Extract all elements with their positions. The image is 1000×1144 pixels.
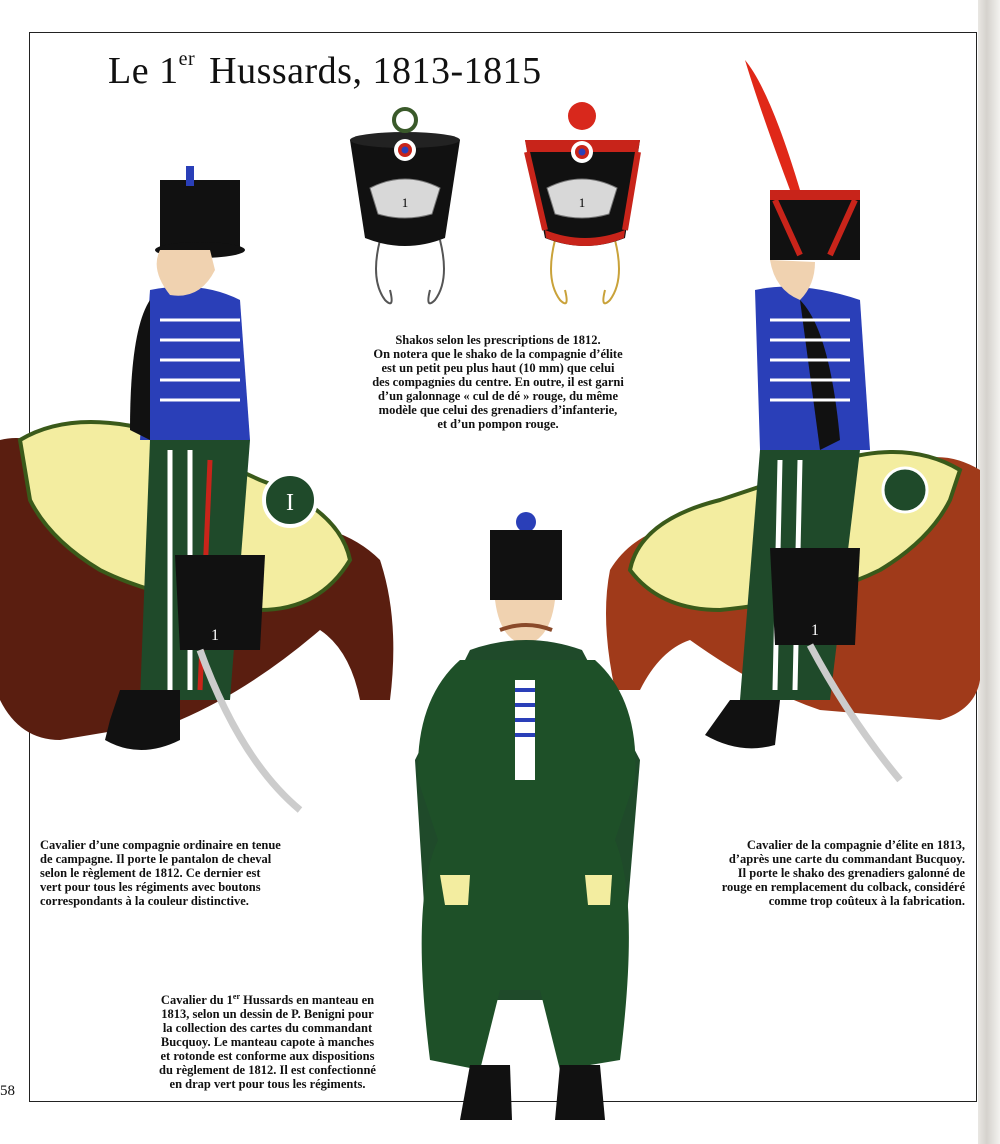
shako-elite-company: [525, 102, 640, 303]
caption-shakos: Shakos selon les prescriptions de 1812. On notera que le shako de la compagnie d’élite est un petit peu plus haut (10 mm) que celui des compagnies du centre. En outre, il est garni d’un galonnage « cul de dé » rouge, du même modèle que celui des grenadiers d’infanterie, et d’un pompon rouge.: [372, 333, 624, 431]
page-title: Le 1er Hussards, 1813-1815: [108, 48, 542, 92]
left-hussar-rider: [0, 166, 393, 810]
portmanteau-number: I: [286, 490, 294, 516]
caption-coat: Cavalier du 1er Hussards en manteau en 1813, selon un dessin de P. Benigni pour la collection des cartes du commandant Bucquoy. Le manteau capote à manches et rotonde est conforme aux dispositions du règlement de 1812. Il est confectionné en drap vert pour tous les régiments.: [159, 992, 376, 1092]
sabretache-right-number: 1: [811, 622, 819, 639]
sabretache-left-number: 1: [211, 627, 219, 644]
caption-left-rider: Cavalier d’une compagnie ordinaire en tenue de campagne. Il porte le pantalon de cheval selon le règlement de 1812. Ce dernier est vert pour tous les régiments avec boutons correspondants à la couleur distinctive.: [40, 838, 281, 908]
shako-left-number: 1: [401, 195, 409, 210]
caption-right-rider: Cavalier de la compagnie d’élite en 1813, d’après une carte du commandant Bucquoy. Il porte le shako des grenadiers galonné de rouge en remplacement du colback, considéré comme trop coûteux à la fabrication.: [721, 838, 965, 908]
page-number: 58: [0, 1083, 15, 1099]
shako-right-number: 1: [578, 195, 586, 210]
shako-centre-company: [350, 109, 460, 303]
